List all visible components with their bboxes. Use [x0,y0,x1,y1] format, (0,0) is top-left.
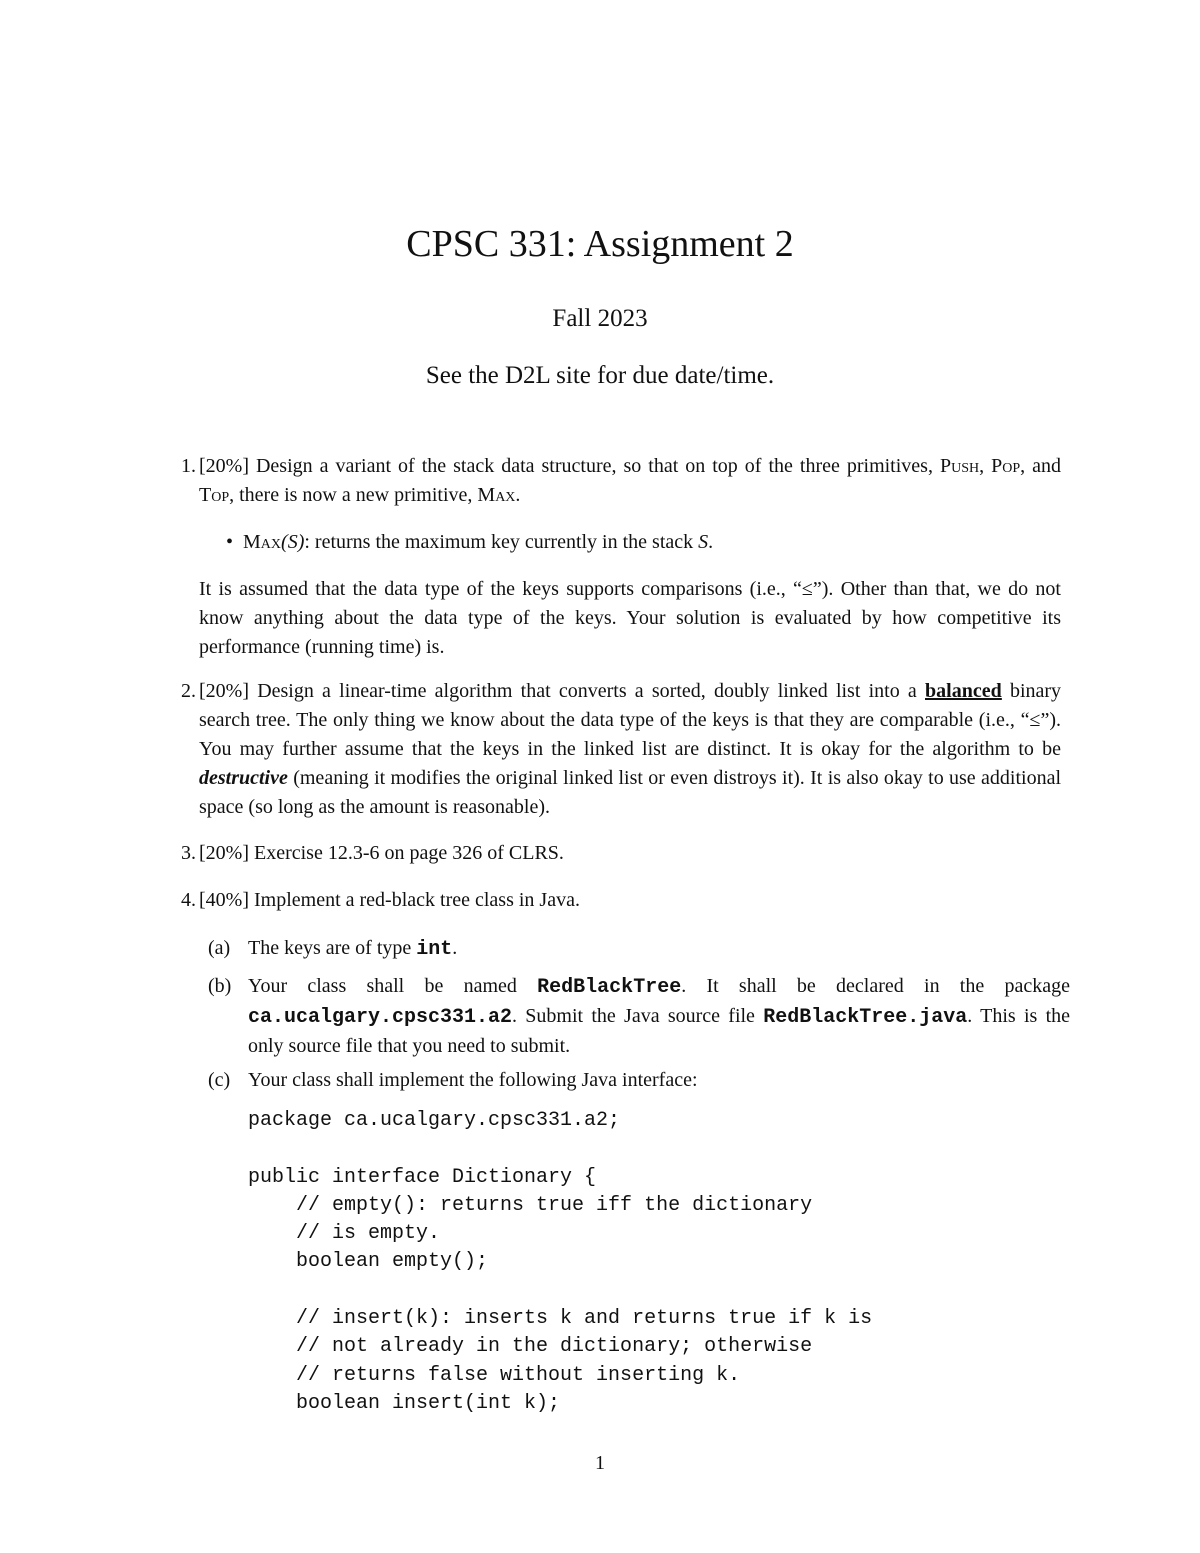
term-label: Fall 2023 [552,305,648,332]
bullet-icon: • [226,531,234,553]
source-file-name: RedBlackTree.java [763,1006,968,1029]
question-number: 1. [181,455,196,477]
due-date-note: See the D2L site for due date/time. [425,362,775,389]
question-2-text: [20%] Design a linear-time algorithm that converts a sorted, doubly linked list into a balanced binary search tree. The only thing we know about the data type of the keys is that they are comparable (i.e., “≤”). You may further assume that the keys in the linked list are distinct. It is okay for the algorithm to be destructive (meaning it modifies the original linked list or even distroys it). It is also okay to use additional space (so long as the amount is reasonable). [199,680,1062,818]
max-primitive: Max [477,484,516,506]
class-name: RedBlackTree [537,976,682,999]
question-1-intro: [20%] Design a variant of the stack data structure, so that on top of the three primitives, Push, Pop, and Top, there is now a new primitive, Max. [199,455,1062,506]
pop-primitive: Pop [991,455,1021,477]
question-number: 4. [181,889,196,911]
destructive-emphasis: destructive [199,767,288,789]
question-number: 3. [181,842,196,864]
interface-code-block: package ca.ucalgary.cpsc331.a2; public interface Dictionary { // empty(): returns true iff the dictionary // is empty. boolean empty(); // insert(k): inserts k and returns true if k is // not already in the dictionary; otherwise // returns false without inserting k. boolean insert(int k); [248,1109,873,1415]
top-primitive: Top [199,484,230,506]
question-3-text: [20%] Exercise 12.3-6 on page 326 of CLRS. [199,842,564,864]
page-number: 1 [595,1452,605,1474]
sub-label: (b) [208,975,232,997]
sub-label: (c) [208,1069,231,1091]
question-4-text: [40%] Implement a red-black tree class in Java. [199,889,580,911]
document-page: CPSC 331: Assignment 2 Fall 2023 See the D2L site for due date/time. 1. [20%] Design a variant of the stack data structure, so that on top of the three primitives, Push, Pop, and Top, there is now a new primitive, Max. • Max(S): returns the maximum key currently in the stack S. It is assumed that the data type of the keys supports comparisons (i.e., “≤”). Other than that, we do not know anything about the data type of the keys. Your solution is evaluated by how competitive its performance (running time) is. 2. [20%] Design a linear-time algorithm that converts a sorted, doubly linked list into a balanced binary search tree. The only thing we know about the data type of the keys is that they are comparable (i.e., “≤”). You may further assume that the keys in the linked list are distinct. It is okay for the algorithm to be destructive (meaning it modifies the original linked list or even distroys it). It is also okay to use additional space (so long as the amount is reasonable). 3. [20%] Exercise 12.3-6 on page 326 of CLRS. 4. [40%] Implement a red-black tree class in Java. (a) The keys are of type int. (b) Your class shall be named RedBlackTree. It shall be declared in the package ca.ucalgary.cpsc331.a2. Submit the Java source file RedBlackTree.java. This is the only source file that you need to submit. (c) Your class shall implement the following Java interface: package ca.ucalgary.cpsc331.a2; public interface Dictionary { // empty(): returns true iff the dictionary // is empty. boolean empty(); // insert(k): inserts k and returns true if k is // not already in the dictionary; otherwise // returns false without inserting k. boolean insert(int k); 1 [0,0,1200,1553]
push-primitive: Push [939,455,980,477]
question-weight: [20%] [199,455,249,477]
document-title: CPSC 331: Assignment 2 [406,223,794,265]
question-number: 2. [181,680,196,702]
max-definition-bullet: • Max(S): returns the maximum key currently in the stack S. [226,531,714,553]
balanced-emphasis: balanced [925,680,1002,702]
package-name: ca.ucalgary.cpsc331.a2 [248,1006,513,1029]
question-1-paragraph: It is assumed that the data type of the keys supports comparisons (i.e., “≤”). Other than that, we do not know anything about the data type of the keys. Your solution is evaluated by how competitive its performance (running time) is. [199,578,1061,658]
sub-label: (a) [208,937,231,959]
int-type: int [416,938,453,961]
